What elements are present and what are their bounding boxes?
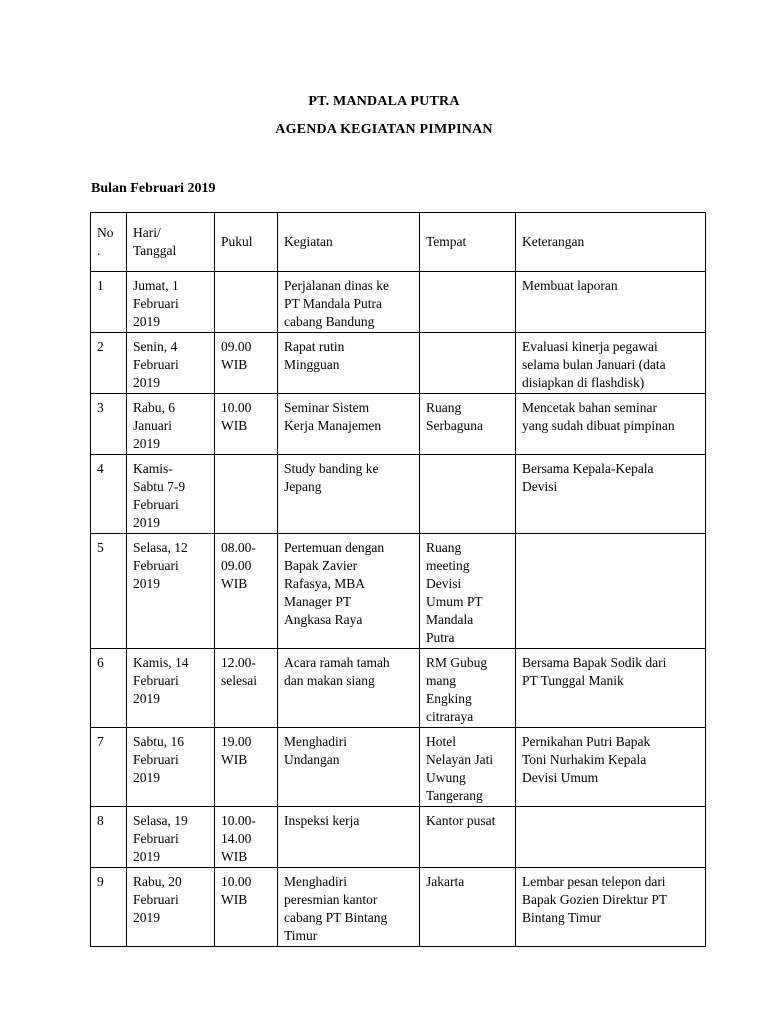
table-row — [91, 649, 706, 728]
cell-kegiatan: Rapat rutin Mingguan — [278, 333, 420, 394]
cell-kegiatan: Inspeksi kerja — [278, 807, 420, 868]
cell-keterangan: Lembar pesan telepon dari Bapak Gozien Direktur PT Bintang Timur — [516, 868, 706, 947]
cell-pukul: 10.00 WIB — [215, 394, 278, 455]
table-row — [91, 333, 706, 394]
agenda-title: AGENDA KEGIATAN PIMPINAN — [275, 122, 493, 137]
cell-no: 6 — [91, 649, 127, 728]
table-row — [91, 807, 706, 868]
cell-pukul: 19.00 WIB — [215, 728, 278, 807]
cell-tempat: Jakarta — [420, 868, 516, 947]
cell-keterangan: Bersama Bapak Sodik dari PT Tunggal Manik — [516, 649, 706, 728]
cell-hari-tanggal: Kamis- Sabtu 7-9 Februari 2019 — [127, 455, 215, 534]
table-row — [91, 728, 706, 807]
month-label: Bulan Februari 2019 — [91, 181, 216, 196]
table-row — [91, 394, 706, 455]
cell-pukul: 10.00 WIB — [215, 868, 278, 947]
cell-keterangan — [516, 807, 706, 868]
cell-hari-tanggal: Rabu, 20 Februari 2019 — [127, 868, 215, 947]
table-row — [91, 455, 706, 534]
cell-tempat: RM Gubug mang Engking citraraya — [420, 649, 516, 728]
header-col-pukul: Pukul — [215, 213, 278, 272]
cell-kegiatan: Acara ramah tamah dan makan siang — [278, 649, 420, 728]
table-row — [91, 272, 706, 333]
cell-pukul: 09.00 WIB — [215, 333, 278, 394]
header-col-kegiatan: Kegiatan — [278, 213, 420, 272]
cell-no: 2 — [91, 333, 127, 394]
cell-tempat — [420, 272, 516, 333]
cell-pukul: 08.00- 09.00 WIB — [215, 534, 278, 649]
cell-kegiatan: Pertemuan dengan Bapak Zavier Rafasya, MBA Manager PT Angkasa Raya — [278, 534, 420, 649]
cell-tempat: Ruang Serbaguna — [420, 394, 516, 455]
cell-no: 8 — [91, 807, 127, 868]
table-row — [91, 534, 706, 649]
cell-pukul: 10.00- 14.00 WIB — [215, 807, 278, 868]
cell-tempat: Kantor pusat — [420, 807, 516, 868]
cell-hari-tanggal: Selasa, 19 Februari 2019 — [127, 807, 215, 868]
cell-keterangan: Membuat laporan — [516, 272, 706, 333]
header-col-no: No . — [91, 213, 127, 272]
header-col-tempat: Tempat — [420, 213, 516, 272]
cell-no: 3 — [91, 394, 127, 455]
cell-pukul — [215, 455, 278, 534]
cell-kegiatan: Seminar Sistem Kerja Manajemen — [278, 394, 420, 455]
cell-keterangan: Bersama Kepala-Kepala Devisi — [516, 455, 706, 534]
table-header-row — [91, 213, 706, 272]
agenda-table — [90, 212, 706, 947]
cell-no: 5 — [91, 534, 127, 649]
cell-keterangan: Pernikahan Putri Bapak Toni Nurhakim Kepala Devisi Umum — [516, 728, 706, 807]
cell-no: 7 — [91, 728, 127, 807]
table-body — [91, 272, 706, 947]
cell-keterangan: Mencetak bahan seminar yang sudah dibuat pimpinan — [516, 394, 706, 455]
cell-tempat — [420, 333, 516, 394]
cell-keterangan: Evaluasi kinerja pegawai selama bulan Januari (data disiapkan di flashdisk) — [516, 333, 706, 394]
cell-tempat: Hotel Nelayan Jati Uwung Tangerang — [420, 728, 516, 807]
cell-hari-tanggal: Selasa, 12 Februari 2019 — [127, 534, 215, 649]
cell-hari-tanggal: Senin, 4 Februari 2019 — [127, 333, 215, 394]
cell-kegiatan: Study banding ke Jepang — [278, 455, 420, 534]
cell-no: 1 — [91, 272, 127, 333]
table-row — [91, 868, 706, 947]
cell-kegiatan: Menghadiri Undangan — [278, 728, 420, 807]
cell-no: 9 — [91, 868, 127, 947]
cell-hari-tanggal: Rabu, 6 Januari 2019 — [127, 394, 215, 455]
cell-pukul — [215, 272, 278, 333]
header-col-hari-tanggal: Hari/ Tanggal — [127, 213, 215, 272]
cell-pukul: 12.00- selesai — [215, 649, 278, 728]
cell-hari-tanggal: Kamis, 14 Februari 2019 — [127, 649, 215, 728]
header-col-keterangan: Keterangan — [516, 213, 706, 272]
cell-tempat — [420, 455, 516, 534]
cell-no: 4 — [91, 455, 127, 534]
company-name: PT. MANDALA PUTRA — [308, 94, 460, 109]
cell-keterangan — [516, 534, 706, 649]
cell-hari-tanggal: Jumat, 1 Februari 2019 — [127, 272, 215, 333]
cell-kegiatan: Perjalanan dinas ke PT Mandala Putra cabang Bandung — [278, 272, 420, 333]
cell-tempat: Ruang meeting Devisi Umum PT Mandala Putra — [420, 534, 516, 649]
cell-kegiatan: Menghadiri peresmian kantor cabang PT Bintang Timur — [278, 868, 420, 947]
cell-hari-tanggal: Sabtu, 16 Februari 2019 — [127, 728, 215, 807]
